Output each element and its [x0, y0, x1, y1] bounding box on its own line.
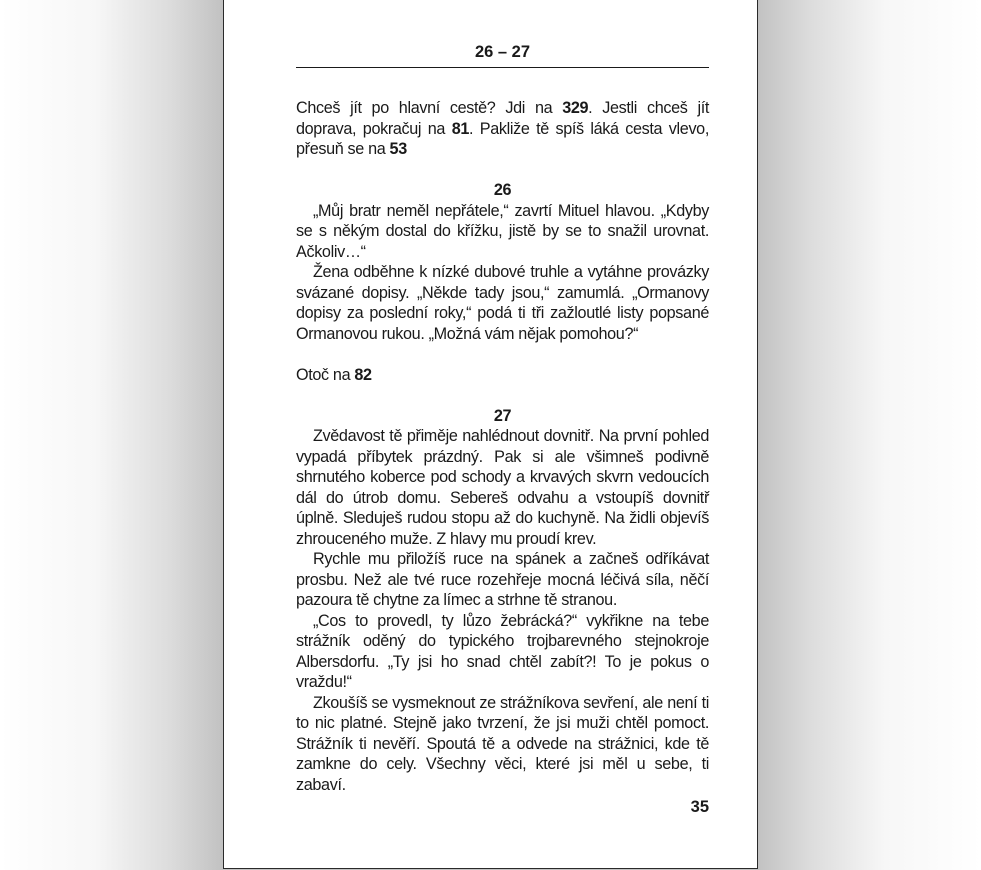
section-27-number: 27 — [493, 406, 512, 425]
section-26-goto — [296, 365, 709, 386]
section-link-81: 81 — [451, 119, 469, 138]
goto-text: Otoč na — [296, 365, 355, 384]
section-27-paragraph-4: Zkoušíš se vysmeknout ze strážníkova sevření, ale není ti to nic platné. Stejně jako tvrzení, že jsi muži chtěl pomoct. Strážník ti nevěří. Spoutá tě a odvede na strážnici, kde tě zamkne do cely. Všechny věci, které jsi měl u sebe, ti zabaví. — [296, 693, 709, 794]
spacer — [296, 160, 709, 181]
section-27-paragraph-2: Rychle mu přiložíš ruce na spánek a začneš odříkávat prosbu. Než ale tvé ruce rozehřeje mocná léčivá síla, něčí pazoura tě chytne za límec a strhne tě stranou. — [296, 550, 709, 609]
section-27-paragraph-3: „Cos to provedl, ty lůzo žebrácká?“ vykřikne na tebe strážník oděný do typického trojbarevného stejnokroje Albersdorfu. „Ty jsi ho snad chtěl zabít?! To je pokus o vraždu!“ — [296, 611, 709, 691]
section-link-329: 329 — [562, 99, 589, 117]
intro-text-3: . Pakliže tě spíš láká cesta vlevo, přesuň se na — [296, 119, 709, 158]
spacer — [296, 385, 709, 406]
book-page — [223, 0, 758, 869]
page-number: 35 — [690, 798, 709, 816]
section-26-paragraph-1: „Můj bratr neměl nepřátele,“ zavrtí Mituel hlavou. „Kdyby se s někým dostal do křížku, jistě by se to snažil urovnat. Ačkoliv…“ — [296, 201, 709, 261]
spacer — [296, 344, 709, 365]
section-26-paragraph-2: Žena odběhne k nízké dubové truhle a vytáhne provázky svázané dopisy. „Někde tady jsou,“ zamumlá. „Ormanovy dopisy za poslední roky,“ podá ti tři zažloutlé listy popsané Ormanovou rukou. „Možná vám nějak pomohou?“ — [296, 263, 709, 343]
section-26-number: 26 — [493, 181, 512, 199]
section-27-paragraph-1: Zvědavost tě přiměje nahlédnout dovnitř. Na první pohled vypadá příbytek prázdný. Pak si ale všimneš podivně shrnutého koberce pod schody a krvavých skvrn vedoucích dál do útrob domu. Sebereš odvahu a vstoupíš dovnitř úplně. Sleduješ rudou stopu až do kuchyně. Na židli objevíš zhrouceného muže. Z hlavy mu proudí krev. — [296, 427, 709, 548]
intro-text-2: . Jestli chceš jít doprava, pokračuj na — [296, 99, 709, 138]
page-content — [296, 98, 709, 795]
section-link-53: 53 — [389, 140, 407, 158]
intro-paragraph — [296, 98, 709, 160]
page-header: 26 – 27 — [296, 41, 709, 68]
intro-text-1: Chceš jít po hlavní cestě? Jdi na — [296, 99, 563, 117]
section-link-82: 82 — [354, 365, 372, 384]
